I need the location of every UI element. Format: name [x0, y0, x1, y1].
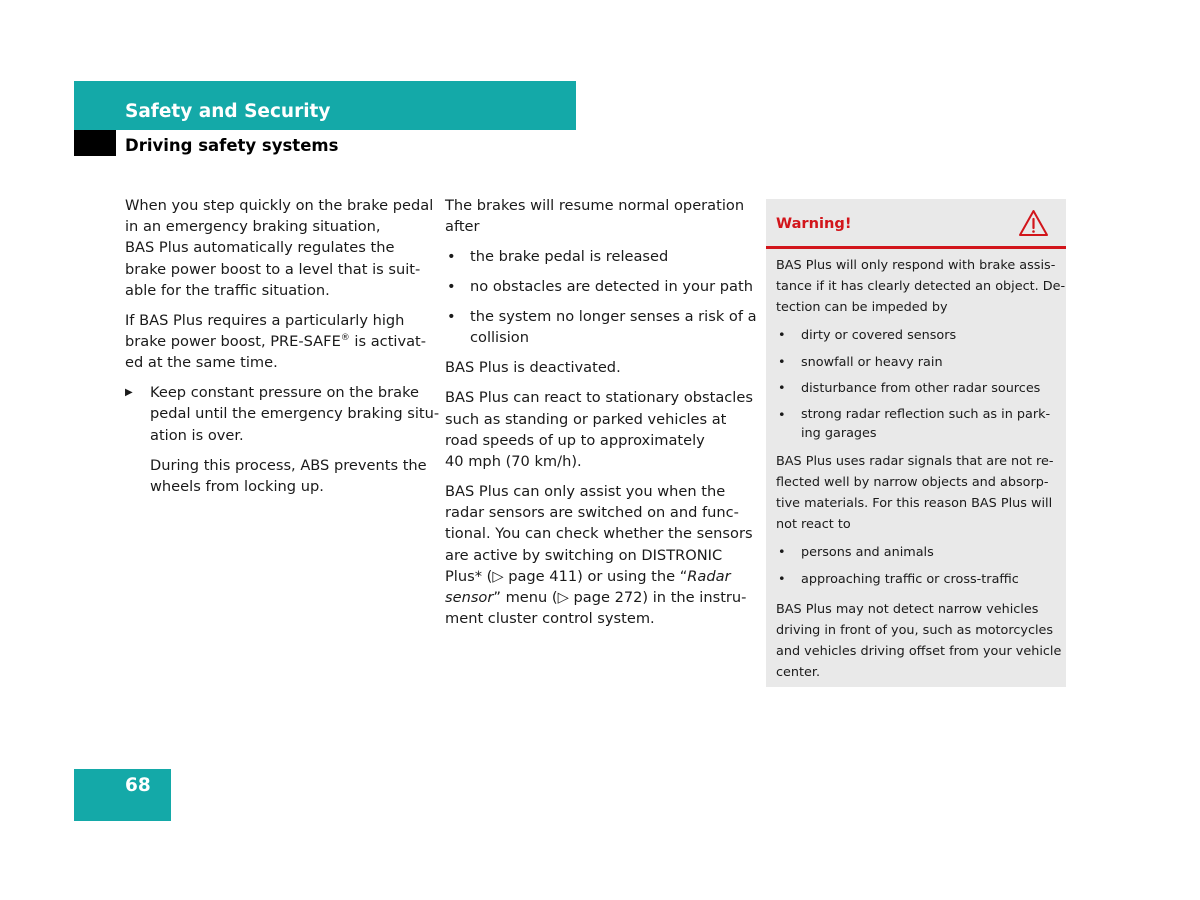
menu-name-italic: sensor	[445, 589, 494, 607]
text-line: BAS Plus may not detect narrow vehicles	[776, 601, 1039, 617]
text-line: the system no longer senses a risk of a	[470, 308, 757, 326]
text-line: disturbance from other radar sources	[801, 381, 1041, 396]
warning-triangle-icon	[1018, 209, 1049, 237]
text-line: ation is over.	[150, 426, 244, 444]
text-fragment: Plus* (	[445, 567, 493, 585]
bullet-icon: •	[778, 545, 786, 561]
text-line: in an emergency braking situation,	[125, 218, 381, 236]
page-reference[interactable]: page 272) in the instru-	[568, 589, 747, 607]
text-line: BAS Plus automatically regulates the	[125, 239, 395, 257]
text-line: not react to	[776, 517, 851, 533]
text-line: persons and animals	[801, 545, 934, 561]
registered-mark: ®	[340, 333, 350, 344]
bullet-icon: •	[778, 571, 786, 587]
list-item	[776, 405, 1061, 443]
text-line: snowfall or heavy rain	[801, 354, 943, 370]
text-line: brake power boost to a level that is suit-	[125, 260, 421, 278]
page-number: 68	[125, 775, 151, 796]
section-title: Safety and Security	[125, 101, 331, 122]
text-line: able for the traffic situation.	[125, 281, 330, 299]
text-line: BAS Plus will only respond with brake assis-	[776, 258, 1056, 273]
paragraph-radar-sensors	[445, 481, 753, 629]
step-note	[125, 455, 430, 497]
list-item	[776, 352, 1061, 373]
paragraph-resume	[445, 195, 750, 237]
list-item	[445, 246, 750, 267]
text-line: flected well by narrow objects and absorp-	[776, 475, 1049, 491]
text-line: If BAS Plus requires a particularly high	[125, 311, 405, 329]
text-line: tive materials. For this reason BAS Plus will	[776, 496, 1053, 512]
bullet-icon: •	[447, 308, 456, 326]
text-line	[445, 566, 750, 587]
text-line: dirty or covered sensors	[801, 328, 957, 343]
page-number-box	[74, 769, 171, 821]
instruction-step	[125, 382, 440, 446]
text-line: BAS Plus can react to stationary obstacles	[445, 389, 753, 407]
text-column-left	[125, 195, 440, 506]
text-line: tection can be impeded by	[776, 300, 948, 315]
list-item	[776, 542, 1061, 563]
section-marker-tab	[74, 130, 116, 156]
bullet-icon: •	[447, 278, 456, 296]
paragraph-intro	[125, 195, 434, 301]
text-line: such as standing or parked vehicles at	[445, 410, 727, 428]
text-line: The brakes will resume normal operation	[445, 197, 745, 214]
text-line: tance if it has clearly detected an object. De-	[776, 279, 1066, 294]
bullet-icon: •	[778, 354, 786, 370]
text-line: ing garages	[801, 425, 877, 441]
list-item	[445, 306, 757, 348]
text-line: BAS Plus can only assist you when the	[445, 483, 726, 501]
subsection-title: Driving safety systems	[125, 136, 339, 155]
page-reference[interactable]: page 411) or using the “	[503, 567, 688, 585]
text-line: driving in front of you, such as motorcycles	[776, 622, 1054, 638]
warning-divider	[766, 246, 1066, 249]
text-line: after	[445, 218, 480, 236]
warning-paragraph	[776, 599, 1061, 683]
page-ref-arrow-icon: ▷	[557, 589, 569, 607]
text-line: BAS Plus uses radar signals that are not re-	[776, 454, 1054, 470]
text-line: When you step quickly on the brake pedal	[125, 197, 434, 214]
step-arrow-icon: ▶	[125, 387, 133, 399]
text-line: strong radar reflection such as in park-	[801, 406, 1051, 422]
warning-title: Warning!	[776, 215, 852, 232]
list-item	[445, 276, 753, 297]
paragraph-pre-safe	[125, 310, 430, 374]
text-line: collision	[470, 329, 529, 347]
text-line: approaching traffic or cross-traffic	[801, 571, 1019, 587]
text-line: road speeds of up to approximately	[445, 431, 705, 449]
text-line: ment cluster control system.	[445, 610, 655, 628]
text-line: no obstacles are detected in your path	[470, 278, 753, 296]
text-line: BAS Plus is deactivated.	[445, 359, 621, 377]
bullet-icon: •	[778, 407, 786, 423]
list-item	[776, 378, 1061, 399]
text-line: are active by switching on DISTRONIC	[445, 546, 723, 564]
text-line: and vehicles driving offset from your vehicle	[776, 643, 1062, 659]
text-fragment: is activat-	[349, 333, 427, 351]
list-item	[776, 325, 1061, 346]
bullet-icon: •	[778, 328, 786, 343]
text-column-middle	[445, 195, 757, 638]
not-detected-list	[776, 542, 1061, 590]
text-line: Keep constant pressure on the brake	[150, 384, 419, 402]
paragraph-deactivated	[445, 357, 750, 378]
text-line: pedal until the emergency braking situ-	[150, 405, 440, 423]
text-fragment: brake power boost, PRE-SAFE	[125, 333, 341, 351]
bullet-icon: •	[778, 381, 786, 396]
bullet-icon: •	[447, 248, 456, 266]
page-ref-arrow-icon: ▷	[492, 567, 504, 585]
text-line: center.	[776, 664, 821, 680]
list-item	[776, 569, 1061, 590]
text-line: the brake pedal is released	[470, 248, 669, 266]
text-line: tional. You can check whether the sensors	[445, 525, 753, 543]
text-line: During this process, ABS prevents the	[150, 456, 427, 474]
warning-paragraph	[776, 255, 1066, 318]
warning-paragraph	[776, 451, 1061, 535]
resume-conditions-list	[445, 246, 757, 348]
text-line: radar sensors are switched on and func-	[445, 504, 739, 522]
text-line: wheels from locking up.	[150, 477, 324, 495]
text-line: 40 mph (70 km/h).	[445, 453, 582, 471]
text-line: ed at the same time.	[125, 354, 278, 372]
warning-body	[776, 255, 1066, 690]
text-line	[445, 587, 750, 608]
menu-name-italic: Radar	[687, 567, 731, 585]
text-line	[125, 331, 430, 352]
warning-box	[766, 199, 1066, 687]
text-fragment: ” menu (	[493, 589, 558, 607]
impediment-list	[776, 325, 1061, 443]
paragraph-stationary-obstacles	[445, 387, 753, 472]
